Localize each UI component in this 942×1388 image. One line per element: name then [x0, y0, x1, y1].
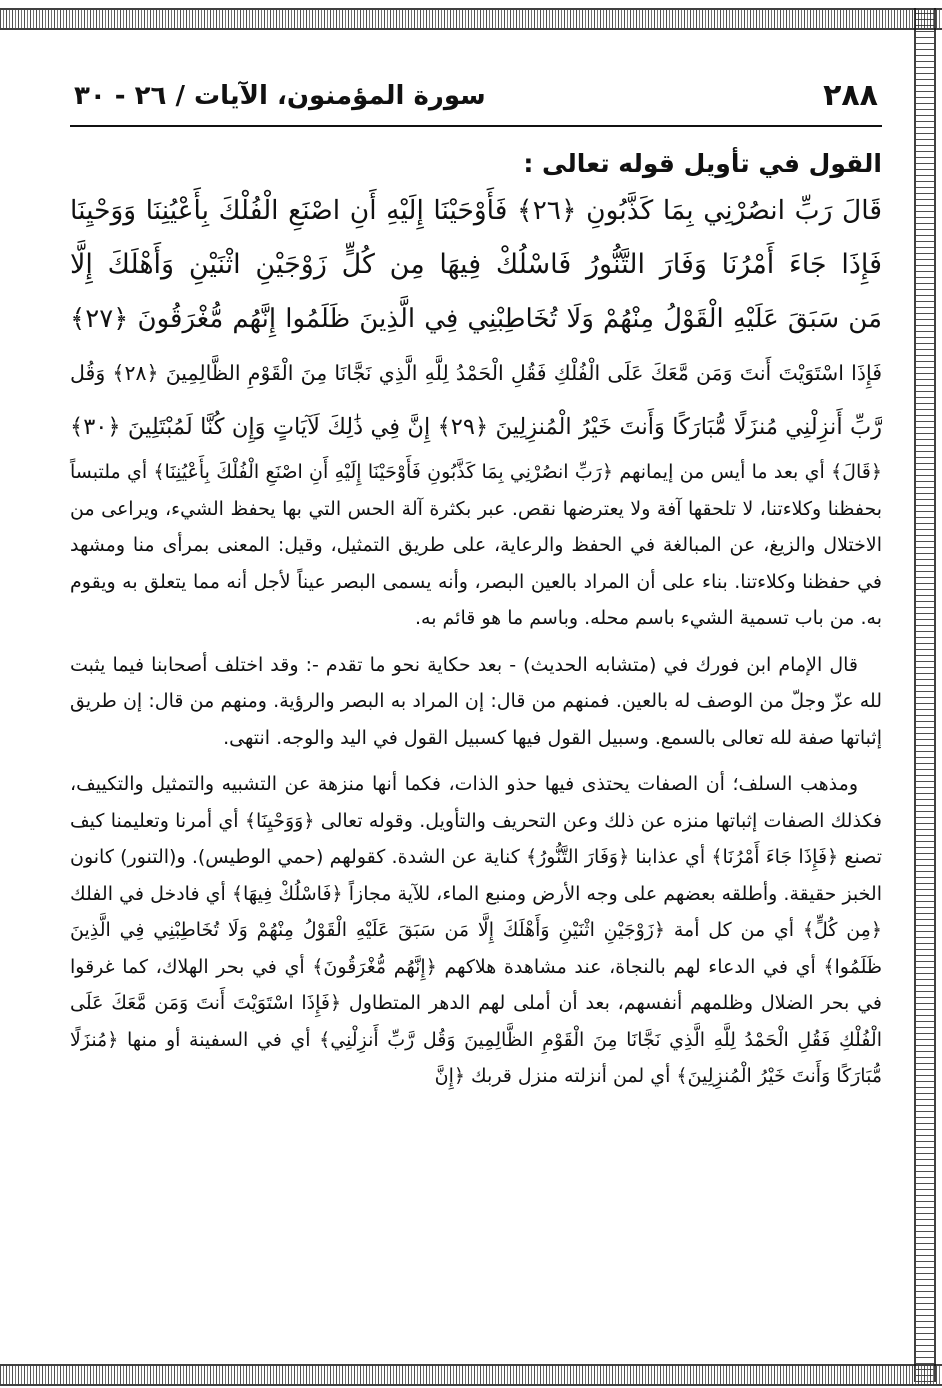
- quran-line: مَن سَبَقَ عَلَيْهِ الْقَوْلُ مِنْهُمْ وَلَا تُخَاطِبْنِي فِي الَّذِينَ ظَلَمُوا إِنَّهُم مُّغْرَقُونَ ﴿٢٧﴾: [70, 304, 882, 334]
- quran-verses: [70, 184, 882, 454]
- commentary: [70, 454, 882, 1095]
- quran-line: فَإِذَا جَاءَ أَمْرُنَا وَفَارَ التَّنُّورُ فَاسْلُكْ فِيهَا مِن كُلٍّ زَوْجَيْنِ اثْنَيْنِ وَأَهْلَكَ إِلَّا: [70, 249, 882, 280]
- commentary-paragraph: ومذهب السلف؛ أن الصفات يحتذى فيها حذو الذات، فكما أنها منزهة عن التشبيه والتمثيل والتكييف، فكذلك الصفات إثباتها منزه عن ذلك وعن التحريف والتأويل. وقوله تعالى ﴿وَوَحْيِنَا﴾ أي أمرنا وتعليمنا كيف تصنع ﴿فَإِذَا جَاءَ أَمْرُنَا﴾ أي عذابنا ﴿وَفَارَ التَّنُّورُ﴾ كناية عن الشدة. كقولهم (حمي الوطيس). و(التنور) كانون الخبز حقيقة. وأطلقه بعضهم على وجه الأرض ومنبع الماء، للآية مجازاً ﴿فَاسْلُكْ فِيهَا﴾ أي فادخل في الفلك ﴿مِن كُلٍّ﴾ أي من كل أمة ﴿زَوْجَيْنِ اثْنَيْنِ وَأَهْلَكَ إِلَّا مَن سَبَقَ عَلَيْهِ الْقَوْلُ مِنْهُمْ وَلَا تُخَاطِبْنِي فِي الَّذِينَ ظَلَمُوا﴾ أي في الدعاء لهم بالنجاة، عند مشاهدة هلاكهم ﴿إِنَّهُم مُّغْرَقُونَ﴾ أي في بحر الهلاك، كما غرقوا في بحر الضلال وظلمهم أنفسهم، بعد أن أملى لهم الدهر المتطاول ﴿فَإِذَا اسْتَوَيْتَ أَنتَ وَمَن مَّعَكَ عَلَى الْفُلْكِ فَقُلِ الْحَمْدُ لِلَّهِ الَّذِي نَجَّانَا مِنَ الْقَوْمِ الظَّالِمِينَ وَقُل رَّبِّ أَنزِلْنِي﴾ أي في السفينة أو منها ﴿مُنزَلًا مُّبَارَكًا وَأَنتَ خَيْرُ الْمُنزِلِينَ﴾ أي لمن أنزلته منزل قربك ﴿إِنَّ: [70, 773, 882, 1087]
- commentary-paragraph: ﴿قَالَ﴾ أي بعد ما أيس من إيمانهم ﴿رَبِّ انصُرْنِي بِمَا كَذَّبُونِ فَأَوْحَيْنَا إِلَيْهِ أَنِ اصْنَعِ الْفُلْكَ بِأَعْيُنِنَا﴾ أي ملتبساً بحفظنا وكلاءتنا، لا تلحقها آفة ولا يعترضها نقص. عبر بكثرة آلة الحس التي بها يحفظ الشيء، ويراعى من الاختلال والزيغ، عن المبالغة في الحفظ والرعاية، على طريق التمثيل، وقيل: المعنى بمرأى منا ومشهد في حفظنا وكلاءتنا. بناء على أن المراد بالعين البصر، وأنه يسمى البصر عيناً لأجل أنه مما يتعلق به ويقوم به. من باب تسمية الشيء باسم محله. وباسم ما هو قائم به.: [70, 461, 882, 629]
- bottom-border-ornament: [0, 1364, 942, 1386]
- page-number: ٢٨٨: [823, 78, 878, 113]
- quran-line: قَالَ رَبِّ انصُرْنِي بِمَا كَذَّبُونِ ﴿٢٦﴾ فَأَوْحَيْنَا إِلَيْهِ أَنِ اصْنَعِ الْفُلْكَ بِأَعْيُنِنَا وَوَحْيِنَا: [70, 195, 882, 226]
- book-page: [70, 70, 882, 1095]
- top-border-ornament: [0, 8, 942, 30]
- quran-line: فَإِذَا اسْتَوَيْتَ أَنتَ وَمَن مَّعَكَ عَلَى الْفُلْكِ فَقُلِ الْحَمْدُ لِلَّهِ الَّذِي نَجَّانَا مِنَ الْقَوْمِ الظَّالِمِينَ ﴿٢٨﴾ وَقُل: [70, 361, 882, 385]
- page-header: [70, 70, 882, 127]
- surah-title: سورة المؤمنون، الآيات / ٢٦ - ٣٠: [74, 80, 486, 111]
- quran-line: رَّبِّ أَنزِلْنِي مُنزَلًا مُّبَارَكًا وَأَنتَ خَيْرُ الْمُنزِلِينَ ﴿٢٩﴾ إِنَّ فِي ذَٰلِكَ لَآيَاتٍ وَإِن كُنَّا لَمُبْتَلِينَ ﴿٣٠﴾: [70, 414, 882, 440]
- commentary-paragraph: قال الإمام ابن فورك في (متشابه الحديث) - بعد حكاية نحو ما تقدم -: وقد اختلف أصحابنا فيما يثبت لله عزّ وجلّ من الوصف له بالعين. فمنهم من قال: إن المراد به البصر والرؤية. ومنهم من قال: إن طريق إثباتها صفة لله تعالى بالسمع. وسبيل القول فيها كسبيل القول في اليد والوجه. انتهى.: [70, 653, 882, 749]
- right-border-ornament: [914, 8, 936, 1382]
- section-title: القول في تأويل قوله تعالى :: [523, 149, 882, 178]
